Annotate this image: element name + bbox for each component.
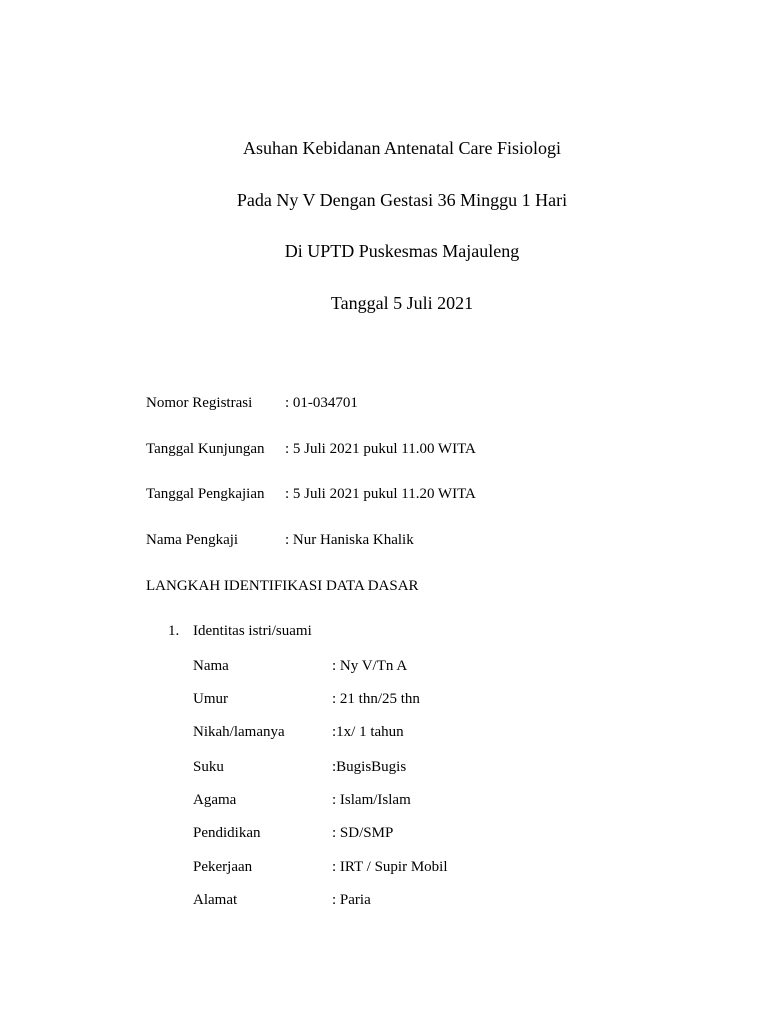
list-item-text: Identitas istri/suami	[193, 623, 312, 639]
list-item-number: 1.	[168, 623, 180, 639]
identity-value: :1x/ 1 tahun	[332, 724, 404, 740]
meta-label: Tanggal Kunjungan	[146, 441, 265, 457]
meta-value: : 01-034701	[285, 395, 358, 411]
meta-label: Tanggal Pengkajian	[146, 486, 265, 502]
document-title-line-1: Asuhan Kebidanan Antenatal Care Fisiologi	[243, 138, 561, 158]
identity-label: Agama	[193, 792, 237, 808]
meta-value: : 5 Juli 2021 pukul 11.00 WITA	[285, 441, 476, 457]
identity-label: Nama	[193, 658, 229, 674]
document-title-line-4: Tanggal 5 Juli 2021	[330, 293, 474, 313]
identity-value: : IRT / Supir Mobil	[332, 859, 448, 875]
document-title-line-3: Di UPTD Puskesmas Majauleng	[284, 241, 520, 261]
identity-value: : 21 thn/25 thn	[332, 691, 420, 707]
identity-value: :BugisBugis	[332, 759, 407, 775]
identity-label: Suku	[193, 759, 224, 775]
identity-value: : Ny V/Tn A	[332, 658, 408, 674]
identity-label: Alamat	[193, 892, 238, 908]
meta-label: Nama Pengkaji	[146, 532, 239, 548]
identity-value: : Islam/Islam	[332, 792, 411, 808]
meta-label: Nomor Registrasi	[146, 395, 253, 411]
identity-label: Pendidikan	[193, 825, 261, 841]
identity-value: : SD/SMP	[332, 825, 394, 841]
identity-label: Nikah/lamanya	[193, 724, 285, 740]
identity-label: Pekerjaan	[193, 859, 253, 875]
section-heading: LANGKAH IDENTIFIKASI DATA DASAR	[146, 578, 419, 594]
document-title-line-2: Pada Ny V Dengan Gestasi 36 Minggu 1 Hari	[236, 190, 568, 210]
identity-label: Umur	[193, 691, 228, 707]
meta-value: : Nur Haniska Khalik	[285, 532, 414, 548]
meta-value: : 5 Juli 2021 pukul 11.20 WITA	[285, 486, 476, 502]
identity-value: : Paria	[332, 892, 371, 908]
